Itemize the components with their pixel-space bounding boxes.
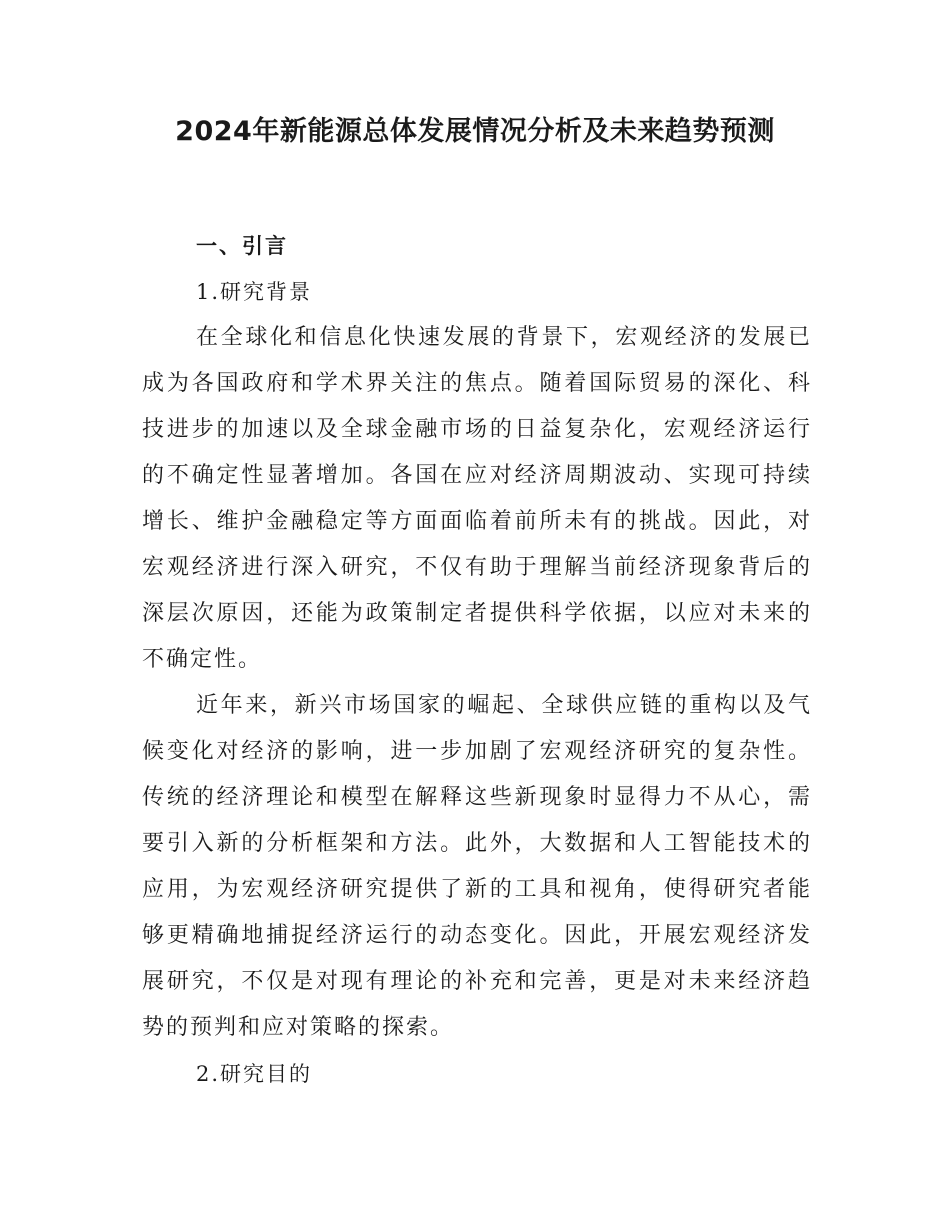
- subsection-heading-research-purpose: 2.研究目的: [196, 1062, 313, 1086]
- document-body: [142, 223, 812, 1097]
- subsection-heading-research-background: 1.研究背景: [196, 280, 313, 304]
- document-title: 2024年新能源总体发展情况分析及未来趋势预测: [175, 116, 775, 147]
- paragraph-background-2: 近年来，新兴市场国家的崛起、全球供应链的重构以及气候变化对经济的影响，进一步加剧了宏观经济研究的复杂性。传统的经济理论和模型在解释这些新现象时显得力不从心，需要引入新的分析框架和方法。此外，大数据和人工智能技术的应用，为宏观经济研究提供了新的工具和视角，使得研究者能够更精确地捕捉经济运行的动态变化。因此，开展宏观经济发展研究，不仅是对现有理论的补充和完善，更是对未来经济趋势的预判和应对策略的探索。: [142, 693, 812, 1040]
- section-heading-introduction: 一、引言: [196, 234, 288, 258]
- paragraph-background-1: 在全球化和信息化快速发展的背景下，宏观经济的发展已成为各国政府和学术界关注的焦点。随着国际贸易的深化、科技进步的加速以及全球金融市场的日益复杂化，宏观经济运行的不确定性显著增加。各国在应对经济周期波动、实现可持续增长、维护金融稳定等方面面临着前所未有的挑战。因此，对宏观经济进行深入研究，不仅有助于理解当前经济现象背后的深层次原因，还能为政策制定者提供科学依据，以应对未来的不确定性。: [142, 325, 812, 672]
